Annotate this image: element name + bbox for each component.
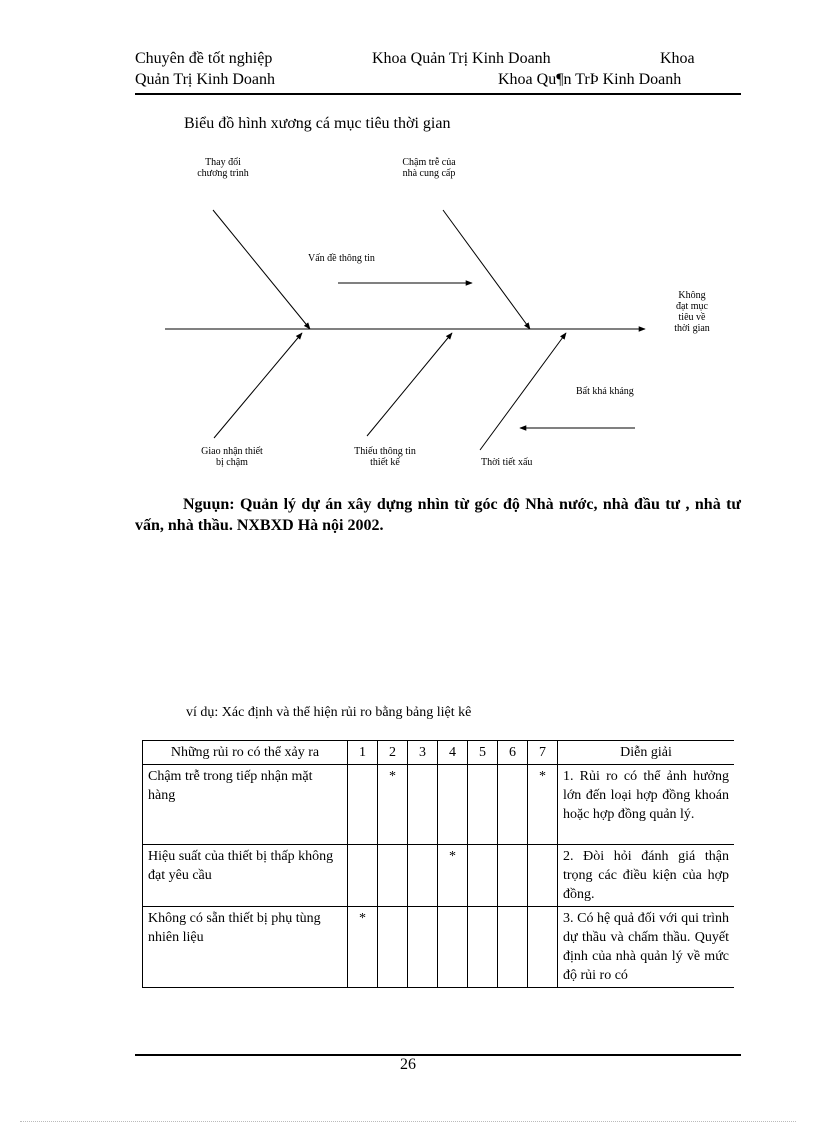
mark-cell (378, 845, 408, 907)
cause-arrow-top-right (443, 210, 530, 329)
label-equipment-delay-line2: bị chậm (216, 457, 248, 468)
label-effect-line2: đạt mục (676, 301, 708, 312)
page-number: 26 (400, 1056, 416, 1073)
cause-arrow-bottom-right (480, 333, 566, 450)
header-col-6: 6 (498, 741, 528, 765)
header-right-line2: Khoa Qu¶n TrÞ Kinh Doanh (498, 71, 682, 88)
header-col-3: 3 (408, 741, 438, 765)
mark-cell: * (528, 765, 558, 845)
mark-cell (438, 907, 468, 988)
label-info-issue: Vấn đề thông tin (308, 253, 375, 264)
label-equipment-delay (190, 446, 274, 468)
description-cell: 1. Rủi ro có thể ảnh hưởng lớn đến loại hợp đồng khoán hoặc hợp đồng quản lý. (558, 765, 735, 845)
mark-cell (438, 765, 468, 845)
label-supplier-delay-line1: Chậm trễ của (402, 157, 456, 168)
table-header-row (143, 741, 735, 765)
header-col-7: 7 (528, 741, 558, 765)
label-design-info-line1: Thiếu thông tin (354, 446, 416, 457)
label-supplier-delay (386, 157, 472, 179)
risk-cell: Chậm trễ trong tiếp nhận mặt hàng (143, 765, 348, 845)
mark-cell: * (378, 765, 408, 845)
mark-cell (498, 765, 528, 845)
mark-cell (468, 907, 498, 988)
cause-arrow-bottom-left (214, 333, 302, 438)
label-effect-line1: Không (678, 290, 706, 301)
header-left-line2: Quản Trị Kinh Doanh (135, 71, 276, 88)
label-design-info (337, 446, 433, 468)
header-risk: Những rủi ro có thể xảy ra (143, 741, 348, 765)
mark-cell (498, 907, 528, 988)
mark-cell (408, 907, 438, 988)
mark-cell: * (348, 907, 378, 988)
risk-cell: Hiệu suất của thiết bị thấp không đạt yêu cầu (143, 845, 348, 907)
mark-cell (468, 845, 498, 907)
description-cell: 2. Đòi hỏi đánh giá thận trọng các điều kiện của hợp đồng. (558, 845, 735, 907)
label-equipment-delay-line1: Giao nhận thiết (201, 446, 263, 457)
label-bad-weather: Thời tiết xấu (481, 457, 533, 468)
header-col-5: 5 (468, 741, 498, 765)
diagram-title: Biểu đồ hình xương cá mục tiêu thời gian (184, 115, 451, 132)
label-force-majeure: Bất khả kháng (576, 386, 634, 397)
risk-cell: Không có sẵn thiết bị phụ tùng nhiên liệu (143, 907, 348, 988)
cause-arrow-bottom-middle (367, 333, 452, 436)
label-effect (664, 290, 720, 334)
mark-cell (408, 765, 438, 845)
label-effect-line4: thời gian (674, 323, 710, 334)
table-row (143, 907, 735, 988)
header-left-line1: Chuyên đề tốt nghiệp (135, 50, 273, 67)
mark-cell (408, 845, 438, 907)
mark-cell (528, 845, 558, 907)
label-program-change-line1: Thay đổi (205, 157, 241, 168)
mark-cell: * (438, 845, 468, 907)
risk-table (142, 740, 734, 988)
source-note: Nguụn: Quản lý dự án xây dựng nhìn từ góc độ Nhà nước, nhà đầu tư , nhà tư vấn, nhà thầu. NXBXD Hà nội 2002. (135, 496, 741, 534)
fishbone-diagram (0, 0, 816, 480)
mark-cell (348, 845, 378, 907)
mark-cell (378, 907, 408, 988)
label-design-info-line2: thiết kế (370, 457, 400, 468)
page-bottom-dotted-edge (20, 1121, 796, 1122)
table-row (143, 845, 735, 907)
risk-table-container (142, 740, 734, 1029)
table-row (143, 765, 735, 845)
header-description: Diễn giải (558, 741, 735, 765)
label-program-change-line2: chương trình (197, 168, 249, 179)
header-col-1: 1 (348, 741, 378, 765)
description-cell: 3. Có hệ quả đối với qui trình dự thầu và chấm thầu. Quyết định của nhà quản lý về mức độ rủi ro có (558, 907, 735, 988)
cause-arrow-top-left (213, 210, 310, 329)
header-center-line1: Khoa Quản Trị Kinh Doanh (372, 50, 551, 67)
example-caption: ví dụ: Xác định và thể hiện rủi ro bằng bảng liệt kê (186, 705, 472, 720)
mark-cell (498, 845, 528, 907)
header-right-line1: Khoa (660, 50, 695, 67)
label-effect-line3: tiêu về (678, 312, 706, 323)
header-col-2: 2 (378, 741, 408, 765)
label-program-change (187, 157, 259, 179)
mark-cell (468, 765, 498, 845)
header-col-4: 4 (438, 741, 468, 765)
label-supplier-delay-line2: nhà cung cấp (402, 168, 456, 179)
mark-cell (348, 765, 378, 845)
mark-cell (528, 907, 558, 988)
